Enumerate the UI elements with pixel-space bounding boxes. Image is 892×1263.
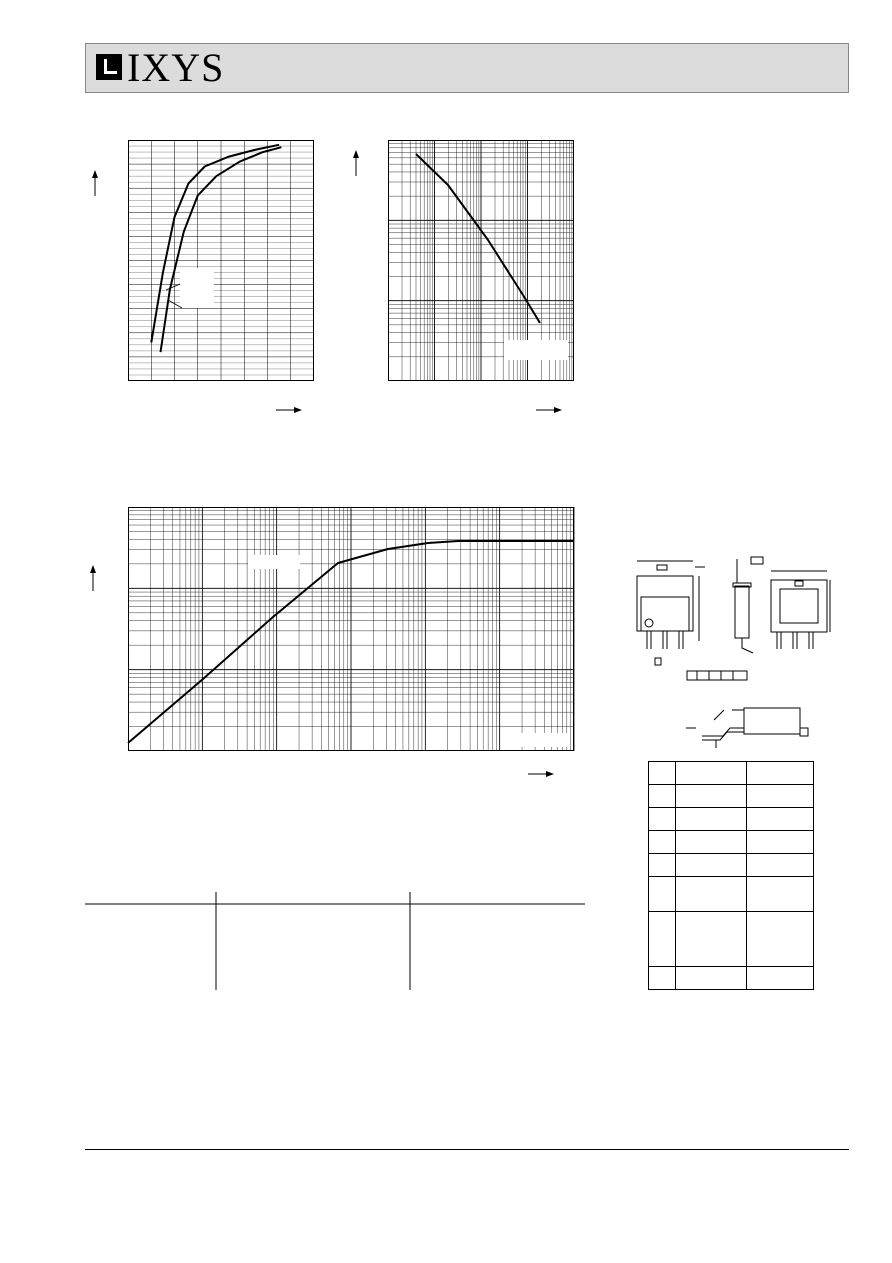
table-row (649, 808, 814, 831)
ixys-logo-icon (96, 54, 122, 80)
label-box (180, 268, 214, 308)
bottom-table (85, 892, 585, 990)
arrow-right-icon (276, 406, 302, 414)
arrow-right-icon (528, 770, 554, 778)
package-outline-drawing (625, 553, 840, 683)
footer-rule (85, 1149, 849, 1150)
leader-line (168, 300, 182, 308)
arrow-up-icon (91, 170, 99, 196)
chart-3-plot (128, 507, 574, 751)
table-row (649, 854, 814, 877)
arrow-up-icon (89, 565, 97, 591)
table-row (649, 967, 814, 990)
table-row (649, 912, 814, 967)
leader-line (166, 284, 180, 290)
arrow-up-icon (352, 150, 360, 176)
chart-2 (388, 140, 574, 381)
table-row (649, 785, 814, 808)
table-row (649, 877, 814, 912)
chart-1 (128, 140, 314, 381)
chart-3 (128, 507, 574, 751)
label-box (248, 555, 300, 569)
table-row (649, 831, 814, 854)
label-box (504, 340, 568, 360)
dimension-table (648, 761, 814, 990)
chart-2-plot (388, 140, 574, 381)
table-row (649, 762, 814, 785)
label-box (510, 733, 570, 747)
chart-1-plot (128, 140, 314, 381)
brand-name: IXYS (127, 45, 225, 90)
series-line (151, 145, 279, 343)
package-profile-drawing (672, 702, 812, 750)
arrow-right-icon (536, 406, 562, 414)
header-bar (85, 43, 849, 93)
